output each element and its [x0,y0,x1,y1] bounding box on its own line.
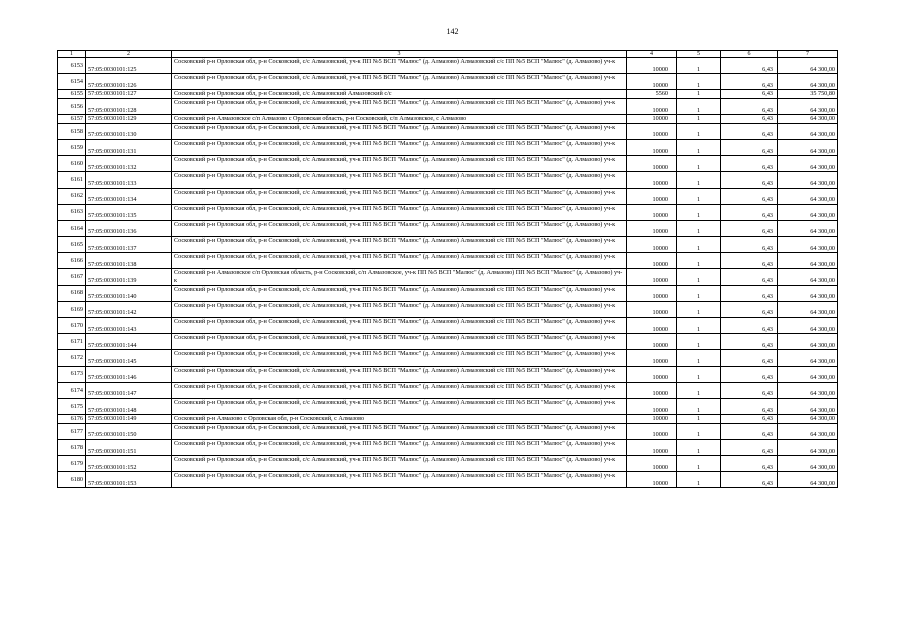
coefficient-cell: 1 [677,139,721,155]
row-number: 6174 [58,382,86,398]
cadastral-number: 57:05:0030101:134 [86,188,172,204]
value-cell: 64 300,00 [778,456,838,472]
cadastral-number: 57:05:0030101:129 [86,115,172,124]
rate-cell: 6,43 [721,220,778,236]
value-cell: 64 300,00 [778,334,838,350]
cadastral-number: 57:05:0030101:125 [86,58,172,74]
area-cell: 10000 [627,366,677,382]
area-cell: 10000 [627,318,677,334]
cadastral-number: 57:05:0030101:150 [86,423,172,439]
row-number: 6180 [58,472,86,488]
address-cell: Сосковский р-н Орловская обл, р-н Сосковский, с/с Алмазовский, уч-к ПП №5 ВСП "Малюс" (д. Алмазово) Алмазовский с/с ПП №5 ВСП "Малюс" (д. Алмазово) уч-к [172,188,627,204]
address-cell: Сосковский р-н Орловская обл, р-н Сосковский, с/с Алмазовский, уч-к ПП №5 ВСП "Малюс" (д. Алмазово) Алмазовский с/с ПП №5 ВСП "Малюс" (д. Алмазово) уч-к [172,74,627,90]
table-header-row [58,51,838,58]
area-cell: 5560 [627,90,677,99]
area-cell: 10000 [627,456,677,472]
table-row [58,123,838,139]
coefficient-cell: 1 [677,74,721,90]
rate-cell: 6,43 [721,423,778,439]
column-header: 3 [172,51,627,58]
value-cell: 64 300,00 [778,350,838,366]
table-row [58,318,838,334]
area-cell: 10000 [627,382,677,398]
address-cell: Сосковский р-н Орловская обл, р-н Сосковский, с/с Алмазовский, уч-к ПП №5 ВСП "Малюс" (д. Алмазово) Алмазовский с/с ПП №5 ВСП "Малюс" (д. Алмазово) уч-к [172,253,627,269]
row-number: 6172 [58,350,86,366]
value-cell: 64 300,00 [778,253,838,269]
cadastral-number: 57:05:0030101:142 [86,301,172,317]
table-row [58,90,838,99]
area-cell: 10000 [627,350,677,366]
cadastral-number: 57:05:0030101:147 [86,382,172,398]
row-number: 6165 [58,237,86,253]
rate-cell: 6,43 [721,253,778,269]
row-number: 6166 [58,253,86,269]
rate-cell: 6,43 [721,382,778,398]
area-cell: 10000 [627,98,677,114]
rate-cell: 6,43 [721,74,778,90]
row-number: 6169 [58,301,86,317]
rate-cell: 6,43 [721,366,778,382]
address-cell: Сосковский р-н Орловская обл, р-н Сосковский, с/с Алмазовский, уч-к ПП №5 ВСП "Малюс" (д. Алмазово) Алмазовский с/с ПП №5 ВСП "Малюс" (д. Алмазово) уч-к [172,237,627,253]
address-cell: Сосковский р-н Орловская обл, р-н Сосковский, с/с Алмазовский, уч-к ПП №5 ВСП "Малюс" (д. Алмазово) Алмазовский с/с ПП №5 ВСП "Малюс" (д. Алмазово) уч-к [172,423,627,439]
area-cell: 10000 [627,285,677,301]
value-cell: 64 300,00 [778,204,838,220]
value-cell: 64 300,00 [778,439,838,455]
table-row [58,253,838,269]
table-body [58,58,838,488]
coefficient-cell: 1 [677,285,721,301]
address-cell: Сосковский р-н Орловская обл, р-н Сосковский, с/с Алмазовский, уч-к ПП №5 ВСП "Малюс" (д. Алмазово) Алмазовский с/с ПП №5 ВСП "Малюс" (д. Алмазово) уч-к [172,123,627,139]
row-number: 6154 [58,74,86,90]
rate-cell: 6,43 [721,204,778,220]
address-cell: Сосковский р-н Орловская обл, р-н Сосковский, с/с Алмазовский, уч-к ПП №5 ВСП "Малюс" (д. Алмазово) Алмазовский с/с ПП №5 ВСП "Малюс" (д. Алмазово) уч-к [172,220,627,236]
coefficient-cell: 1 [677,123,721,139]
address-cell: Сосковский р-н Орловская обл, р-н Сосковский, с/с Алмазовский, уч-к ПП №5 ВСП "Малюс" (д. Алмазово) Алмазовский с/с ПП №5 ВСП "Малюс" (д. Алмазово) уч-к [172,398,627,414]
address-cell: Сосковский р-н Орловская обл, р-н Сосковский, с/с Алмазовский, уч-к ПП №5 ВСП "Малюс" (д. Алмазово) Алмазовский с/с ПП №5 ВСП "Малюс" (д. Алмазово) уч-к [172,366,627,382]
address-cell: Сосковский р-н Орловская обл, р-н Сосковский, с/с Алмазовский, уч-к ПП №5 ВСП "Малюс" (д. Алмазово) Алмазовский с/с ПП №5 ВСП "Малюс" (д. Алмазово) уч-к [172,439,627,455]
cadastral-number: 57:05:0030101:136 [86,220,172,236]
value-cell: 64 300,00 [778,172,838,188]
rate-cell: 6,43 [721,285,778,301]
coefficient-cell: 1 [677,156,721,172]
coefficient-cell: 1 [677,398,721,414]
area-cell: 10000 [627,139,677,155]
value-cell: 64 300,00 [778,98,838,114]
cadastral-number: 57:05:0030101:138 [86,253,172,269]
address-cell: Сосковский р-н Орловская обл, р-н Сосковский, с/с Алмазовский, уч-к ПП №5 ВСП "Малюс" (д. Алмазово) Алмазовский с/с ПП №5 ВСП "Малюс" (д. Алмазово) уч-к [172,301,627,317]
address-cell: Сосковский р-н Орловская обл, р-н Сосковский, с/с Алмазовский, уч-к ПП №5 ВСП "Малюс" (д. Алмазово) Алмазовский с/с ПП №5 ВСП "Малюс" (д. Алмазово) уч-к [172,456,627,472]
coefficient-cell: 1 [677,237,721,253]
area-cell: 10000 [627,423,677,439]
area-cell: 10000 [627,58,677,74]
value-cell: 64 300,00 [778,74,838,90]
cadastral-number: 57:05:0030101:139 [86,269,172,285]
value-cell: 64 300,00 [778,115,838,124]
column-header: 2 [86,51,172,58]
area-cell: 10000 [627,253,677,269]
address-cell: Сосковский р-н Орловская обл, р-н Сосковский, с/с Алмазовский, уч-к ПП №5 ВСП "Малюс" (д. Алмазово) Алмазовский с/с ПП №5 ВСП "Малюс" (д. Алмазово) уч-к [172,382,627,398]
coefficient-cell: 1 [677,415,721,424]
page-number: 142 [446,27,459,36]
coefficient-cell: 1 [677,301,721,317]
address-cell: Сосковский р-н Орловская обл, р-н Сосковский, с/с Алмазовский, уч-к ПП №5 ВСП "Малюс" (д. Алмазово) Алмазовский с/с ПП №5 ВСП "Малюс" (д. Алмазово) уч-к [172,204,627,220]
area-cell: 10000 [627,156,677,172]
cadastral-number: 57:05:0030101:149 [86,415,172,424]
row-number: 6171 [58,334,86,350]
coefficient-cell: 1 [677,472,721,488]
table-row [58,456,838,472]
column-header: 7 [778,51,838,58]
cadastral-number: 57:05:0030101:130 [86,123,172,139]
cadastral-number: 57:05:0030101:137 [86,237,172,253]
value-cell: 64 300,00 [778,285,838,301]
table-row [58,156,838,172]
row-number: 6177 [58,423,86,439]
row-number: 6161 [58,172,86,188]
row-number: 6176 [58,415,86,424]
rate-cell: 6,43 [721,58,778,74]
area-cell: 10000 [627,398,677,414]
cadastral-number: 57:05:0030101:153 [86,472,172,488]
address-cell: Сосковский р-н Орловская обл, р-н Сосковский, с/с Алмазовский, уч-к ПП №5 ВСП "Малюс" (д. Алмазово) Алмазовский с/с ПП №5 ВСП "Малюс" (д. Алмазово) уч-к [172,58,627,74]
table-row [58,115,838,124]
table-row [58,139,838,155]
area-cell: 10000 [627,172,677,188]
area-cell: 10000 [627,123,677,139]
value-cell: 64 300,00 [778,398,838,414]
table-row [58,366,838,382]
row-number: 6157 [58,115,86,124]
area-cell: 10000 [627,439,677,455]
cadastral-number: 57:05:0030101:131 [86,139,172,155]
cadastral-number: 57:05:0030101:132 [86,156,172,172]
rate-cell: 6,43 [721,156,778,172]
table-row [58,58,838,74]
rate-cell: 6,43 [721,139,778,155]
table-row [58,74,838,90]
value-cell: 64 300,00 [778,188,838,204]
cadastral-number: 57:05:0030101:144 [86,334,172,350]
area-cell: 10000 [627,269,677,285]
address-cell: Сосковский р-н Алмазовское с/п Орловская область, р-н Сосковский, с/п Алмазовское, уч-к ПП №5 ВСП "Малюс" (д. Алмазово) ПП №5 ВСП "Малюс" (д. Алмазово) уч-к [172,269,627,285]
row-number: 6155 [58,90,86,99]
value-cell: 64 300,00 [778,123,838,139]
land-registry-table [57,50,838,488]
coefficient-cell: 1 [677,423,721,439]
coefficient-cell: 1 [677,318,721,334]
rate-cell: 6,43 [721,472,778,488]
address-cell: Сосковский р-н Орловская обл, р-н Сосковский, с/с Алмазовский, уч-к ПП №5 ВСП "Малюс" (д. Алмазово) Алмазовский с/с ПП №5 ВСП "Малюс" (д. Алмазово) уч-к [172,139,627,155]
coefficient-cell: 1 [677,172,721,188]
cadastral-number: 57:05:0030101:143 [86,318,172,334]
area-cell: 10000 [627,204,677,220]
row-number: 6153 [58,58,86,74]
address-cell: Сосковский р-н Орловская обл, р-н Сосковский, с/с Алмазовский, уч-к ПП №5 ВСП "Малюс" (д. Алмазово) Алмазовский с/с ПП №5 ВСП "Малюс" (д. Алмазово) уч-к [172,472,627,488]
rate-cell: 6,43 [721,334,778,350]
table-row [58,98,838,114]
row-number: 6159 [58,139,86,155]
cadastral-number: 57:05:0030101:146 [86,366,172,382]
address-cell: Сосковский р-н Алмазовское с/п Алмазово с Орловская область, р-н Сосковский, с/п Алмазовское, с Алмазово [172,115,627,124]
rate-cell: 6,43 [721,318,778,334]
coefficient-cell: 1 [677,439,721,455]
column-header: 1 [58,51,86,58]
table-row [58,220,838,236]
coefficient-cell: 1 [677,382,721,398]
coefficient-cell: 1 [677,334,721,350]
coefficient-cell: 1 [677,90,721,99]
address-cell: Сосковский р-н Орловская обл, р-н Сосковский, с/с Алмазовский Алмазовский с/с [172,90,627,99]
table-row [58,301,838,317]
cadastral-number: 57:05:0030101:145 [86,350,172,366]
row-number: 6170 [58,318,86,334]
cadastral-number: 57:05:0030101:133 [86,172,172,188]
rate-cell: 6,43 [721,439,778,455]
rate-cell: 6,43 [721,301,778,317]
value-cell: 64 300,00 [778,237,838,253]
coefficient-cell: 1 [677,269,721,285]
coefficient-cell: 1 [677,58,721,74]
cadastral-number: 57:05:0030101:151 [86,439,172,455]
area-cell: 10000 [627,472,677,488]
rate-cell: 6,43 [721,415,778,424]
column-header: 4 [627,51,677,58]
table-row [58,334,838,350]
cadastral-number: 57:05:0030101:128 [86,98,172,114]
row-number: 6175 [58,398,86,414]
value-cell: 64 300,00 [778,382,838,398]
table-row [58,350,838,366]
address-cell: Сосковский р-н Орловская обл, р-н Сосковский, с/с Алмазовский, уч-к ПП №5 ВСП "Малюс" (д. Алмазово) Алмазовский с/с ПП №5 ВСП "Малюс" (д. Алмазово) уч-к [172,334,627,350]
address-cell: Сосковский р-н Орловская обл, р-н Сосковский, с/с Алмазовский, уч-к ПП №5 ВСП "Малюс" (д. Алмазово) Алмазовский с/с ПП №5 ВСП "Малюс" (д. Алмазово) уч-к [172,285,627,301]
cadastral-number: 57:05:0030101:152 [86,456,172,472]
value-cell: 64 300,00 [778,472,838,488]
area-cell: 10000 [627,220,677,236]
value-cell: 35 750,80 [778,90,838,99]
value-cell: 64 300,00 [778,269,838,285]
cadastral-number: 57:05:0030101:126 [86,74,172,90]
table-row [58,269,838,285]
table-row [58,398,838,414]
coefficient-cell: 1 [677,98,721,114]
coefficient-cell: 1 [677,204,721,220]
row-number: 6178 [58,439,86,455]
row-number: 6163 [58,204,86,220]
value-cell: 64 300,00 [778,366,838,382]
area-cell: 10000 [627,415,677,424]
rate-cell: 6,43 [721,237,778,253]
row-number: 6160 [58,156,86,172]
row-number: 6168 [58,285,86,301]
row-number: 6164 [58,220,86,236]
rate-cell: 6,43 [721,188,778,204]
rate-cell: 6,43 [721,350,778,366]
table-row [58,415,838,424]
area-cell: 10000 [627,334,677,350]
table-row [58,423,838,439]
address-cell: Сосковский р-н Орловская обл, р-н Сосковский, с/с Алмазовский, уч-к ПП №5 ВСП "Малюс" (д. Алмазово) Алмазовский с/с ПП №5 ВСП "Малюс" (д. Алмазово) уч-к [172,98,627,114]
cadastral-number: 57:05:0030101:140 [86,285,172,301]
value-cell: 64 300,00 [778,318,838,334]
row-number: 6179 [58,456,86,472]
area-cell: 10000 [627,237,677,253]
area-cell: 10000 [627,301,677,317]
address-cell: Сосковский р-н Алмазово с Орловская обл, р-н Сосковский, с Алмазово [172,415,627,424]
row-number: 6173 [58,366,86,382]
value-cell: 64 300,00 [778,139,838,155]
row-number: 6156 [58,98,86,114]
area-cell: 10000 [627,74,677,90]
rate-cell: 6,43 [721,398,778,414]
rate-cell: 6,43 [721,269,778,285]
rate-cell: 6,43 [721,115,778,124]
value-cell: 64 300,00 [778,156,838,172]
value-cell: 64 300,00 [778,220,838,236]
coefficient-cell: 1 [677,188,721,204]
rate-cell: 6,43 [721,98,778,114]
table-row [58,188,838,204]
rate-cell: 6,43 [721,90,778,99]
row-number: 6167 [58,269,86,285]
cadastral-number: 57:05:0030101:135 [86,204,172,220]
coefficient-cell: 1 [677,115,721,124]
coefficient-cell: 1 [677,220,721,236]
value-cell: 64 300,00 [778,415,838,424]
address-cell: Сосковский р-н Орловская обл, р-н Сосковский, с/с Алмазовский, уч-к ПП №5 ВСП "Малюс" (д. Алмазово) Алмазовский с/с ПП №5 ВСП "Малюс" (д. Алмазово) уч-к [172,172,627,188]
value-cell: 64 300,00 [778,423,838,439]
address-cell: Сосковский р-н Орловская обл, р-н Сосковский, с/с Алмазовский, уч-к ПП №5 ВСП "Малюс" (д. Алмазово) Алмазовский с/с ПП №5 ВСП "Малюс" (д. Алмазово) уч-к [172,350,627,366]
table-row [58,439,838,455]
row-number: 6162 [58,188,86,204]
address-cell: Сосковский р-н Орловская обл, р-н Сосковский, с/с Алмазовский, уч-к ПП №5 ВСП "Малюс" (д. Алмазово) Алмазовский с/с ПП №5 ВСП "Малюс" (д. Алмазово) уч-к [172,318,627,334]
value-cell: 64 300,00 [778,58,838,74]
coefficient-cell: 1 [677,253,721,269]
table-row [58,285,838,301]
address-cell: Сосковский р-н Орловская обл, р-н Сосковский, с/с Алмазовский, уч-к ПП №5 ВСП "Малюс" (д. Алмазово) Алмазовский с/с ПП №5 ВСП "Малюс" (д. Алмазово) уч-к [172,156,627,172]
table-row [58,237,838,253]
table-row [58,172,838,188]
coefficient-cell: 1 [677,350,721,366]
column-header: 6 [721,51,778,58]
row-number: 6158 [58,123,86,139]
rate-cell: 6,43 [721,123,778,139]
table-row [58,382,838,398]
coefficient-cell: 1 [677,456,721,472]
area-cell: 10000 [627,188,677,204]
area-cell: 10000 [627,115,677,124]
rate-cell: 6,43 [721,456,778,472]
column-header: 5 [677,51,721,58]
cadastral-number: 57:05:0030101:148 [86,398,172,414]
rate-cell: 6,43 [721,172,778,188]
coefficient-cell: 1 [677,366,721,382]
cadastral-number: 57:05:0030101:127 [86,90,172,99]
table-row [58,204,838,220]
value-cell: 64 300,00 [778,301,838,317]
table-row [58,472,838,488]
